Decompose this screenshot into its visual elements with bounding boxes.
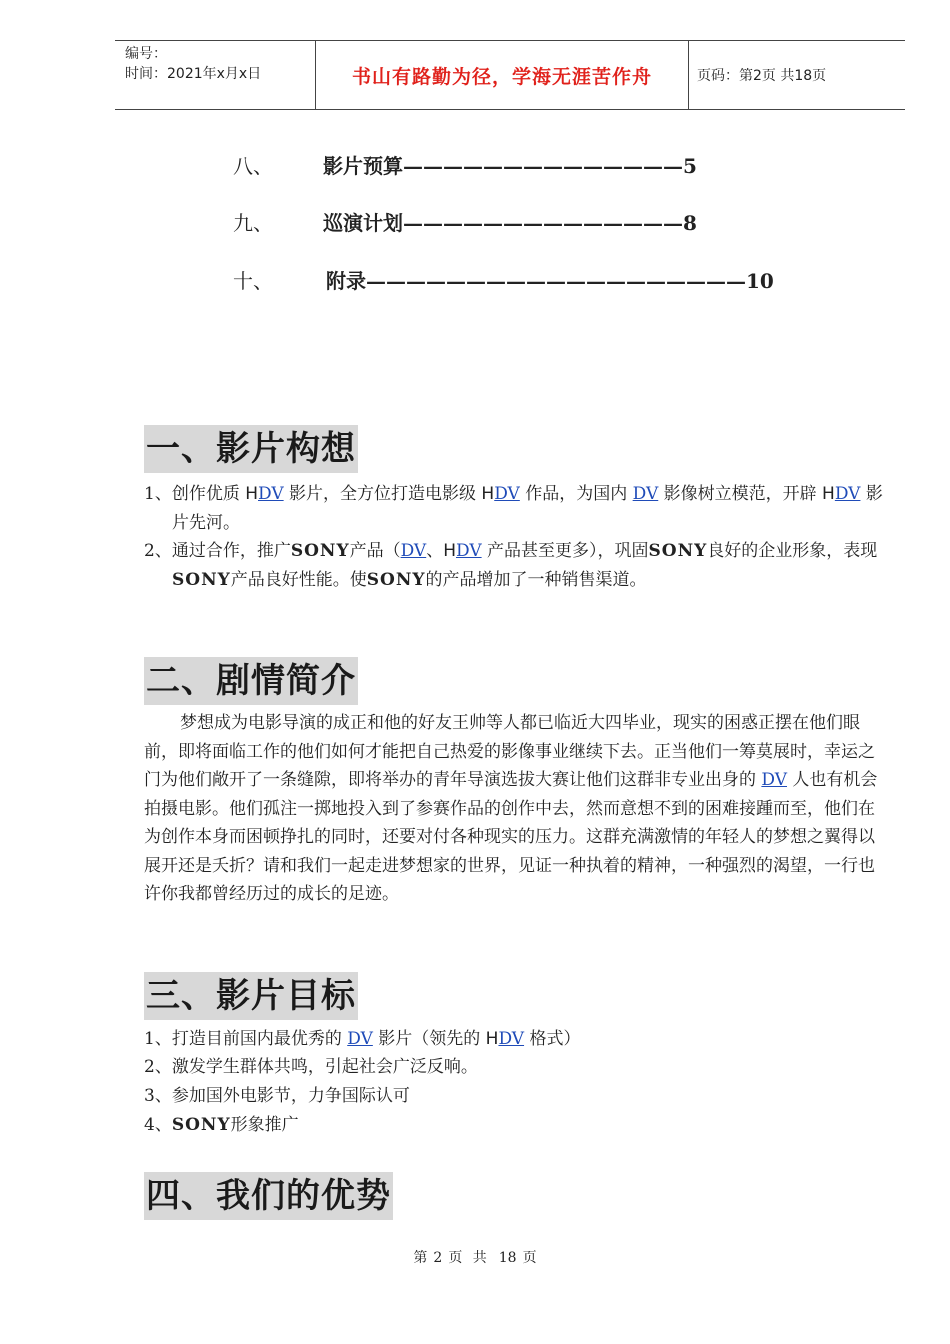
list-item — [144, 1111, 884, 1140]
dv-link[interactable]: DV — [494, 484, 520, 504]
text: 良好的企业形象，表现 — [707, 541, 878, 561]
toc-number: 九、 — [233, 211, 273, 235]
text: 人也有机会拍摄电影。他们孤注一掷地投入到了参赛作品的创作中去，然而意想不到的困难接踵而至，他们在为创作本身而困顿挣扎的同时，还要对付各种现实的压力。这群充满激情的年轻人的梦想之翼得以展开还是夭折？请和我们一起走进梦想家的世界，见证一种执着的精神，一种强烈的渴望，一行也许你我都曾经历过的成长的足迹。 — [144, 770, 878, 904]
sony-brand: SONY — [172, 569, 231, 590]
text: 产品（ — [349, 541, 401, 561]
page-header — [115, 40, 905, 110]
header-motto-cell — [316, 41, 689, 109]
section-title-3: 三、影片目标 — [144, 972, 358, 1020]
time-label: 时间：2021年x月x日 — [125, 66, 262, 82]
sony-brand: SONY — [648, 541, 708, 561]
text: 打造目前国内最优秀的 — [171, 1029, 348, 1049]
text: 、H — [426, 541, 456, 561]
header-meta-cell — [115, 41, 316, 109]
sony-brand: SONY — [366, 569, 426, 590]
dv-link[interactable]: DV — [456, 541, 482, 561]
toc-dash: —————————————— — [403, 154, 683, 178]
text: 激发学生群体共鸣，引起社会广泛反响。 — [171, 1057, 478, 1077]
dv-link[interactable]: DV — [258, 484, 284, 504]
motto: 书山有路勤为径，学海无涯苦作舟 — [351, 65, 652, 88]
list-item — [144, 480, 884, 537]
item-number: 4、 — [144, 1115, 172, 1135]
footer-page: 2 — [433, 1250, 443, 1266]
toc-title: 影片预算 — [323, 154, 403, 178]
text: 产品甚至更多），巩固 — [481, 541, 649, 561]
list-item — [144, 1025, 884, 1054]
text: 影片，全方位打造电影级 H — [283, 484, 495, 504]
toc-title: 附录 — [326, 269, 366, 293]
footer-text: 第 — [413, 1250, 428, 1266]
text: 格式） — [524, 1029, 581, 1049]
toc-title: 巡演计划 — [323, 211, 403, 235]
section-title-4: 四、我们的优势 — [144, 1172, 393, 1220]
item-number: 3、 — [144, 1086, 172, 1106]
dv-link[interactable]: DV — [347, 1029, 373, 1049]
dv-link[interactable]: DV — [834, 484, 861, 504]
dv-link[interactable]: DV — [632, 484, 659, 504]
footer-text: 页 — [448, 1250, 463, 1266]
list-item — [144, 1082, 884, 1111]
toc-page: 5 — [683, 154, 697, 178]
page-info: 页码：第2页 共18页 — [697, 68, 827, 84]
section-title-1: 一、影片构想 — [144, 425, 358, 473]
footer-total: 18 — [498, 1250, 517, 1266]
synopsis-paragraph — [144, 709, 884, 909]
toc-page: 8 — [683, 211, 697, 235]
sony-brand: SONY — [290, 541, 350, 561]
item-number: 1、 — [144, 484, 172, 504]
toc-dash: —————————————— — [403, 211, 683, 235]
list-item — [144, 537, 884, 594]
item-number: 2、 — [144, 541, 172, 561]
header-page-cell — [689, 41, 905, 109]
text: 影片先河。 — [172, 484, 883, 533]
dv-link[interactable]: DV — [400, 541, 427, 561]
toc-number: 十、 — [233, 269, 273, 293]
toc-dash: ——————————————————— — [366, 269, 746, 293]
toc-page: 10 — [746, 269, 774, 293]
text: 的产品增加了一种销售渠道。 — [425, 569, 647, 590]
text: 参加国外电影节，力争国际认可 — [171, 1086, 410, 1106]
item-number: 2、 — [144, 1057, 172, 1077]
text: 产品良好性能。使 — [230, 569, 367, 590]
toc-number: 八、 — [233, 154, 273, 178]
text: 影片（领先的 H — [372, 1029, 499, 1049]
footer-text: 页 — [522, 1250, 537, 1266]
text: 影像树立模范，开辟 H — [658, 484, 835, 504]
text: 创作优质 H — [171, 484, 259, 504]
item-number: 1、 — [144, 1029, 172, 1049]
text: 通过合作，推广 — [171, 541, 291, 561]
text: 形象推广 — [230, 1115, 299, 1135]
sony-brand: SONY — [171, 1115, 231, 1135]
number-label: 编号： — [125, 46, 167, 62]
list-item — [144, 1053, 884, 1082]
page-footer — [0, 1247, 950, 1267]
section-title-2: 二、剧情简介 — [144, 657, 358, 705]
text: 梦想成为电影导演的成正和他的好友王帅等人都已临近大四毕业，现实的困惑正摆在他们眼前，即将面临工作的他们如何才能把自己热爱的影像事业继续下去。正当他们一筹莫展时，幸运之门为他们敞开了一条缝隙，即将举办的青年导演选拔大赛让他们这群非专业出身的 — [144, 713, 875, 790]
footer-text: 共 — [472, 1250, 487, 1266]
text: 作品，为国内 — [519, 484, 633, 504]
dv-link[interactable]: DV — [498, 1029, 525, 1049]
dv-link[interactable]: DV — [761, 770, 788, 790]
